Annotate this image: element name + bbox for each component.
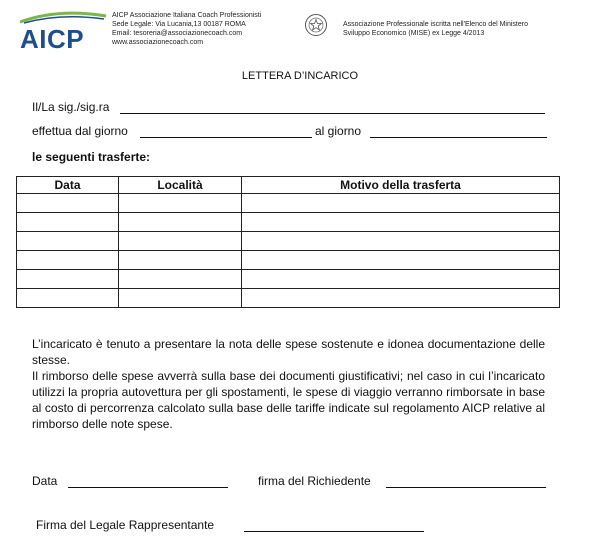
table-row (17, 289, 560, 308)
cell-data[interactable] (17, 194, 119, 213)
paragraph-reimbursement: Il rimborso delle spese avverrà sulla base dei documenti giustificativi; nel caso in cui l’incaricato utilizzi la propria autovettura per gli spostamenti, le spese di viaggio verranno rimborsate in base al costo di percorrenza calcolato sulla base delle tariffe indicate sul regolamento AICP relative al rimborso delle note spese. (32, 369, 545, 431)
association-address: Sede Legale: Via Lucania,13 00187 ROMA (112, 21, 246, 28)
requester-signature-field[interactable] (386, 487, 546, 488)
legal-rep-signature-label: Firma del Legale Rappresentante (36, 518, 215, 532)
cell-localita[interactable] (119, 270, 242, 289)
association-name: AICP Associazione Italiana Coach Professionisti (112, 12, 262, 19)
table-header-row (17, 177, 560, 194)
cell-localita[interactable] (119, 289, 242, 308)
body-text (32, 336, 545, 432)
cell-data[interactable] (17, 289, 119, 308)
cell-localita[interactable] (119, 213, 242, 232)
legal-rep-signature-field[interactable] (244, 531, 424, 532)
column-header-localita: Località (119, 177, 242, 194)
table-row (17, 194, 560, 213)
logo-text: AICP (20, 24, 85, 54)
logo-swoosh-icon (18, 10, 108, 24)
from-date-label: effettua dal giorno (32, 124, 128, 138)
trips-table (16, 176, 560, 308)
table-row (17, 232, 560, 251)
to-date-field[interactable] (370, 137, 547, 138)
association-email: Email: tesoreria@associazionecoach.com (112, 30, 243, 37)
cell-motivo[interactable] (242, 251, 560, 270)
cell-motivo[interactable] (242, 270, 560, 289)
trips-heading: le seguenti trasferte: (32, 150, 151, 164)
cell-localita[interactable] (119, 232, 242, 251)
cell-data[interactable] (17, 270, 119, 289)
date-field[interactable] (68, 487, 228, 488)
italian-republic-seal-icon (304, 13, 328, 37)
cell-localita[interactable] (119, 194, 242, 213)
name-field[interactable] (120, 113, 545, 114)
date-label: Data (32, 474, 58, 488)
ministry-line-1: Associazione Professionale iscritta nell'Elenco del Ministero (343, 21, 528, 28)
name-label: Il/La sig./sig.ra (32, 100, 110, 114)
to-date-label: al giorno (315, 124, 362, 138)
cell-motivo[interactable] (242, 213, 560, 232)
ministry-info (343, 20, 528, 38)
paragraph-expenses-note: L’incaricato è tenuto a presentare la nota delle spese sostenute e idonea documentazione delle stesse. (32, 337, 545, 367)
aicp-logo (18, 10, 108, 54)
document-title: LETTERA D’INCARICO (241, 70, 359, 82)
association-info (112, 11, 261, 47)
cell-motivo[interactable] (242, 232, 560, 251)
cell-motivo[interactable] (242, 289, 560, 308)
ministry-line-2: Sviluppo Economico (MISE) ex Legge 4/2013 (343, 30, 485, 37)
cell-motivo[interactable] (242, 194, 560, 213)
cell-localita[interactable] (119, 251, 242, 270)
table-row (17, 213, 560, 232)
requester-signature-label: firma del Richiedente (258, 474, 371, 488)
column-header-motivo: Motivo della trasferta (242, 177, 560, 194)
table-row (17, 251, 560, 270)
table-row (17, 270, 560, 289)
cell-data[interactable] (17, 232, 119, 251)
column-header-data: Data (17, 177, 119, 194)
cell-data[interactable] (17, 213, 119, 232)
from-date-field[interactable] (140, 137, 312, 138)
association-website: www.associazionecoach.com (112, 39, 204, 46)
cell-data[interactable] (17, 251, 119, 270)
